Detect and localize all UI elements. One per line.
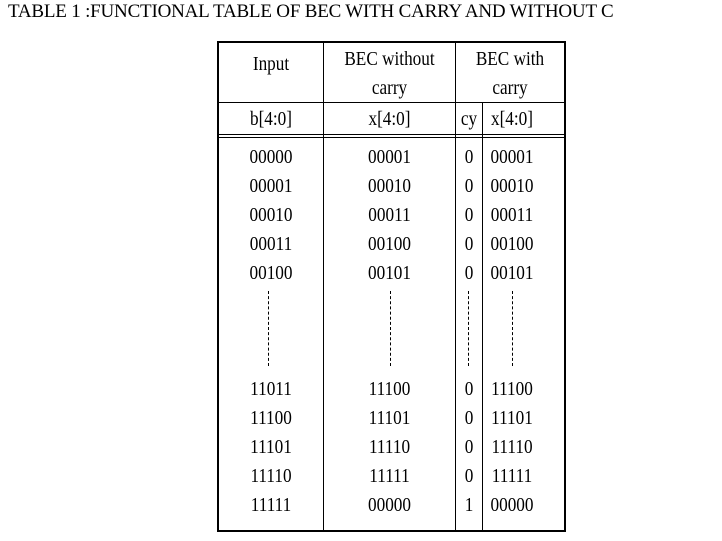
row7-input: 11100 — [250, 407, 292, 429]
row3-input: 00010 — [249, 204, 293, 226]
row1-without: 00001 — [368, 146, 411, 168]
row4-without: 00100 — [368, 233, 411, 255]
subheader-with-bits: x[4:0] — [490, 108, 534, 130]
col-divider-1 — [323, 41, 324, 532]
header-input: Input — [252, 53, 290, 75]
row3-cy: 0 — [464, 204, 474, 226]
header-bec-with-carry-line1: BEC with — [475, 48, 545, 70]
row10-with: 00000 — [490, 494, 534, 516]
row5-with: 00101 — [490, 262, 534, 284]
header-bec-without-carry-line2: carry — [371, 77, 408, 99]
row7-without: 11101 — [368, 407, 411, 429]
row9-with: 11111 — [491, 465, 533, 487]
subheader-input-bits: b[4:0] — [249, 108, 293, 130]
row4-input: 00011 — [249, 233, 293, 255]
row2-without: 00010 — [368, 175, 411, 197]
row9-without: 11111 — [369, 465, 410, 487]
row1-with: 00001 — [490, 146, 534, 168]
ellipsis-dash-cy — [468, 291, 469, 366]
row3-with: 00011 — [490, 204, 534, 226]
row4-cy: 0 — [464, 233, 474, 255]
ellipsis-dash-without — [390, 291, 391, 366]
subheader-cy: cy — [460, 108, 478, 130]
row9-cy: 0 — [464, 465, 474, 487]
subheader-without-bits: x[4:0] — [368, 108, 411, 130]
row6-without: 11100 — [368, 378, 411, 400]
ellipsis-dash-with — [512, 291, 513, 366]
header-bec-with-carry-line2: carry — [492, 77, 528, 99]
row5-input: 00100 — [249, 262, 293, 284]
row8-input: 11101 — [250, 436, 292, 458]
subheader-rule-top — [217, 134, 566, 135]
subheader-rule-bottom — [217, 137, 566, 138]
header-bec-without-carry-line1: BEC without — [344, 48, 435, 70]
row7-cy: 0 — [464, 407, 474, 429]
row8-cy: 0 — [464, 436, 474, 458]
col-divider-2 — [455, 41, 456, 532]
row5-cy: 0 — [464, 262, 474, 284]
row10-without: 00000 — [368, 494, 411, 516]
row2-input: 00001 — [249, 175, 293, 197]
row8-without: 11110 — [368, 436, 411, 458]
col-divider-cy — [482, 103, 483, 532]
table-caption: TABLE 1 :FUNCTIONAL TABLE OF BEC WITH CARRY AND WITHOUT C — [8, 1, 614, 22]
row6-cy: 0 — [464, 378, 474, 400]
row6-with: 11100 — [491, 378, 533, 400]
row1-cy: 0 — [464, 146, 474, 168]
row3-without: 00011 — [368, 204, 411, 226]
row5-without: 00101 — [368, 262, 411, 284]
row2-with: 00010 — [490, 175, 534, 197]
row4-with: 00100 — [490, 233, 534, 255]
row10-input: 11111 — [250, 494, 292, 516]
row8-with: 11110 — [491, 436, 533, 458]
row6-input: 11011 — [250, 378, 292, 400]
row9-input: 11110 — [250, 465, 292, 487]
row7-with: 11101 — [491, 407, 533, 429]
row2-cy: 0 — [464, 175, 474, 197]
row10-cy: 1 — [464, 494, 474, 516]
ellipsis-dash-input — [268, 291, 269, 366]
row1-input: 00000 — [249, 146, 293, 168]
